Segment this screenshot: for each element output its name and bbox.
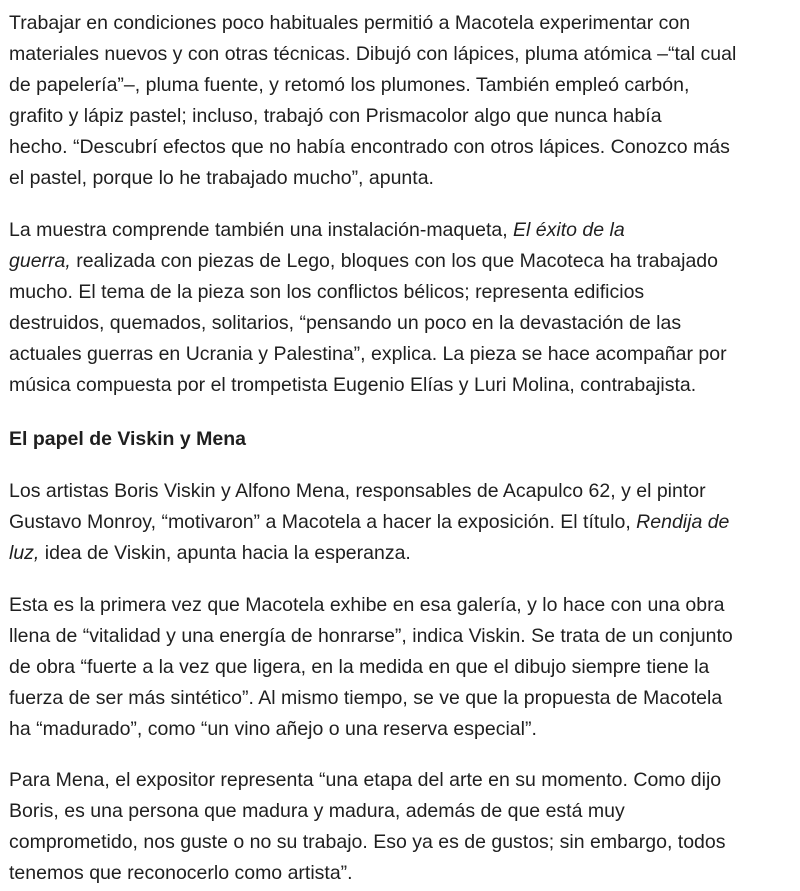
text-line: Gustavo Monroy, “motivaron” a Macotela a hacer la exposición. El título, Rendija de (9, 511, 730, 533)
text-line: actuales guerras en Ucrania y Palestina”, explica. La pieza se hace acompañar por (9, 343, 727, 365)
paragraph-materials (9, 8, 736, 194)
text-line: hecho. “Descubrí efectos que no había encontrado con otros lápices. Conozco más (9, 136, 730, 158)
paragraph-mena (9, 765, 726, 889)
text-line: Para Mena, el expositor representa “una etapa del arte en su momento. Como dijo (9, 769, 722, 791)
paragraph-installation (9, 215, 727, 401)
text-line: guerra, realizada con piezas de Lego, bloques con los que Macoteca ha trabajado (9, 250, 718, 272)
text-line: de papelería”–, pluma fuente, y retomó los plumones. También empleó carbón, (9, 74, 690, 96)
text-line: destruidos, quemados, solitarios, “pensando un poco en la devastación de las (9, 312, 682, 334)
text-line: música compuesta por el trompetista Eugenio Elías y Luri Molina, contrabajista. (9, 374, 697, 396)
artwork-title: El éxito de la (513, 219, 625, 241)
text-line: Boris, es una persona que madura y madura, además de que está muy (9, 800, 625, 822)
text-line: mucho. El tema de la pieza son los conflictos bélicos; representa edificios (9, 281, 645, 303)
artwork-title: guerra, (9, 250, 71, 272)
text-line: Los artistas Boris Viskin y Alfono Mena, responsables de Acapulco 62, y el pintor (9, 480, 706, 502)
text-line: grafito y lápiz pastel; incluso, trabajó con Prismacolor algo que nunca había (9, 105, 662, 127)
text-line: materiales nuevos y con otras técnicas. Dibujó con lápices, pluma atómica –“tal cual (9, 43, 737, 65)
text-line: La muestra comprende también una instalación-maqueta, El éxito de la (9, 219, 625, 241)
text-line: tenemos que reconocerlo como artista”. (9, 862, 353, 884)
exhibition-title: luz, (9, 542, 40, 564)
paragraph-artists (9, 476, 729, 569)
text-line: llena de “vitalidad y una energía de honrarse”, indica Viskin. Se trata de un conjunto (9, 625, 733, 647)
text-line: comprometido, nos guste o no su trabajo. Eso ya es de gustos; sin embargo, todos (9, 831, 726, 853)
paragraph-gallery (9, 590, 733, 745)
text-line: fuerza de ser más sintético”. Al mismo tiempo, se ve que la propuesta de Macotela (9, 687, 723, 709)
exhibition-title: Rendija de (636, 511, 730, 533)
text-line: de obra “fuerte a la vez que ligera, en la medida en que el dibujo siempre tiene la (9, 656, 710, 678)
text-line: el pastel, porque lo he trabajado mucho”, apunta. (9, 167, 434, 189)
text-line: Esta es la primera vez que Macotela exhibe en esa galería, y lo hace con una obra (9, 594, 725, 616)
text-line: Trabajar en condiciones poco habituales permitió a Macotela experimentar con (9, 12, 691, 34)
text-line: luz, idea de Viskin, apunta hacia la esperanza. (9, 542, 411, 564)
section-heading: El papel de Viskin y Mena (9, 428, 246, 450)
text-line: ha “madurado”, como “un vino añejo o una reserva especial”. (9, 718, 537, 740)
